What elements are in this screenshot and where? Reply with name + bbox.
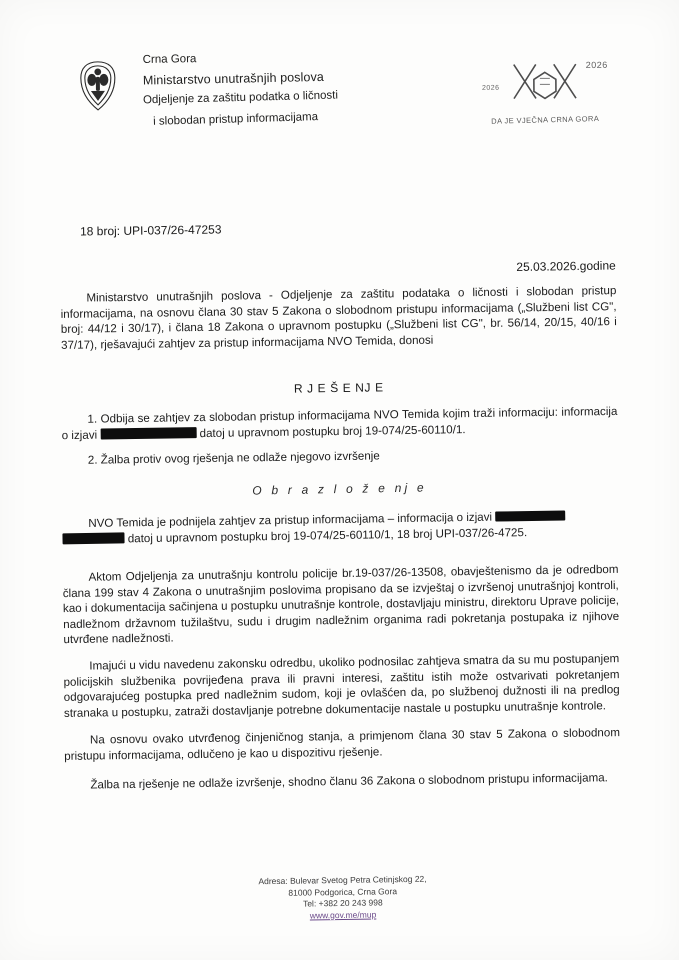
anniversary-logo xyxy=(480,58,611,125)
country-label: Crna Gora xyxy=(142,53,197,66)
explanation-title: O b r a z l o ž e nj e xyxy=(252,480,427,498)
department-label-2: i slobodan pristup informacijama xyxy=(153,110,319,128)
explanation-paragraph-5: Žalba na rješenje ne odlaže izvršenje, shodno članu 36 Zakona o slobodnom pristupu informacijama. xyxy=(90,771,608,792)
footer xyxy=(3,870,679,926)
footer-address: Adresa: Bulevar Svetog Petra Cetinjskog 22, xyxy=(258,873,427,887)
dispositive-item-2: 2. Žalba protiv ovog rješenja ne odlaže njegovo izvršenje xyxy=(87,449,380,467)
anniversary-year: 2026 xyxy=(585,59,608,71)
explanation-paragraph-2: Aktom Odjeljenja za unutrašnju kontrolu policije br.19-037/26-13508, obavještenismo da je odredbom člana 199 stav 4 Zakona o unutrašnjim poslovima propisano da se izvještaj o izvršenoj unutrašnjoj kontroli, kao i dokumentacija sačinjena u postupku unutrašnje kontrole, dostavljaju ministru, direktoru Uprave policije, nadležnom državnom tužilaštvu, sudu i drugim nadležnim organima radi pokretanja postupaka iz njihove utvrđene nadležnosti. xyxy=(62,562,620,647)
redacted-black-bar xyxy=(62,532,124,544)
anniversary-tagline: DA JE VJEČNA CRNA GORA xyxy=(491,114,600,126)
explanation-paragraph-1 xyxy=(62,508,618,548)
explanation-paragraph-4: Na osnovu ovako utvrđenog činjeničnog stanja, a primjenom člana 30 stav 5 Zakona o slobodnom pristupu informacijama, odlučeno je kao u dispozitivu rješenje. xyxy=(64,726,621,763)
dispositive-item-1 xyxy=(61,404,617,443)
anniversary-side-text: 2026 xyxy=(481,84,500,92)
redacted-black-bar xyxy=(495,510,565,521)
letterhead xyxy=(75,50,606,164)
ministry-block xyxy=(142,51,474,128)
intro-paragraph: Ministarstvo unutrašnjih poslova - Odjeljenje za zaštitu podataka o ličnosti i slobodan pristup informacijama, na osnovu člana 30 stav 5 Zakona o slobodnom pristupu informacijama („Službeni list CG", broj: 44/12 i 30/17), i člana 18 Zakona o upravnom postupku („Službeni list CG", br. 56/14, 20/15, 40/16 i 37/17), rješavajući zahtjev za pristup informacijama NVO Temida, donosi xyxy=(60,284,617,352)
explanation-paragraph-3: Imajući u vidu navedenu zakonsku odredbu, ukoliko podnosilac zahtjeva smatra da su mu postupanjem policijskih službenika povrijeđena prava ili pravni interesi, zaštitu istih može ostvarivati pokretanjem odgovarajućeg postupka pred nadležnim sudom, koji je ovlašćen da, po službenoj dužnosti ili na predlog stranaka u postupku, zatraži dostavljanje potrebne dokumentacije nastale u postupku unutrašnje kontrole. xyxy=(63,652,620,720)
reference-number: 18 broj: UPI-037/26-47253 xyxy=(79,222,222,239)
footer-website-link[interactable]: www.gov.me/mup xyxy=(309,908,377,920)
explanation-p1-text-before: NVO Temida je podnijela zahtjev za pristup informacijama – informacija o izjavi xyxy=(88,510,493,530)
montenegro-coat-of-arms-icon xyxy=(75,60,121,112)
document-date: 25.03.2026.godine xyxy=(515,258,616,274)
dispositive-item-1-text-after: datoj u upravnom postupku broj 19-074/25-60110/1. xyxy=(199,422,466,440)
department-label: Odjeljenje za zaštitu podatka o ličnosti xyxy=(142,89,339,107)
ministry-label: Ministarstvo unutrašnjih poslova xyxy=(142,69,325,88)
footer-city: 81000 Podgorica, Crna Gora xyxy=(288,885,398,898)
redacted-black-bar xyxy=(100,427,196,439)
footer-phone: Tel: +382 20 243 998 xyxy=(302,897,383,909)
explanation-p1-text-after: datoj u upravnom postupku broj 19-074/25-60110/1, 18 broj UPI-037/26-4725. xyxy=(127,525,528,545)
dispositive-item-1-text-before: 1. Odbija se zahtjev za slobodan pristup informacijama NVO Temida kojim traži informaciju: informacija o izjavi xyxy=(61,404,618,442)
decision-title: R J E Š E NJ E xyxy=(293,380,384,396)
